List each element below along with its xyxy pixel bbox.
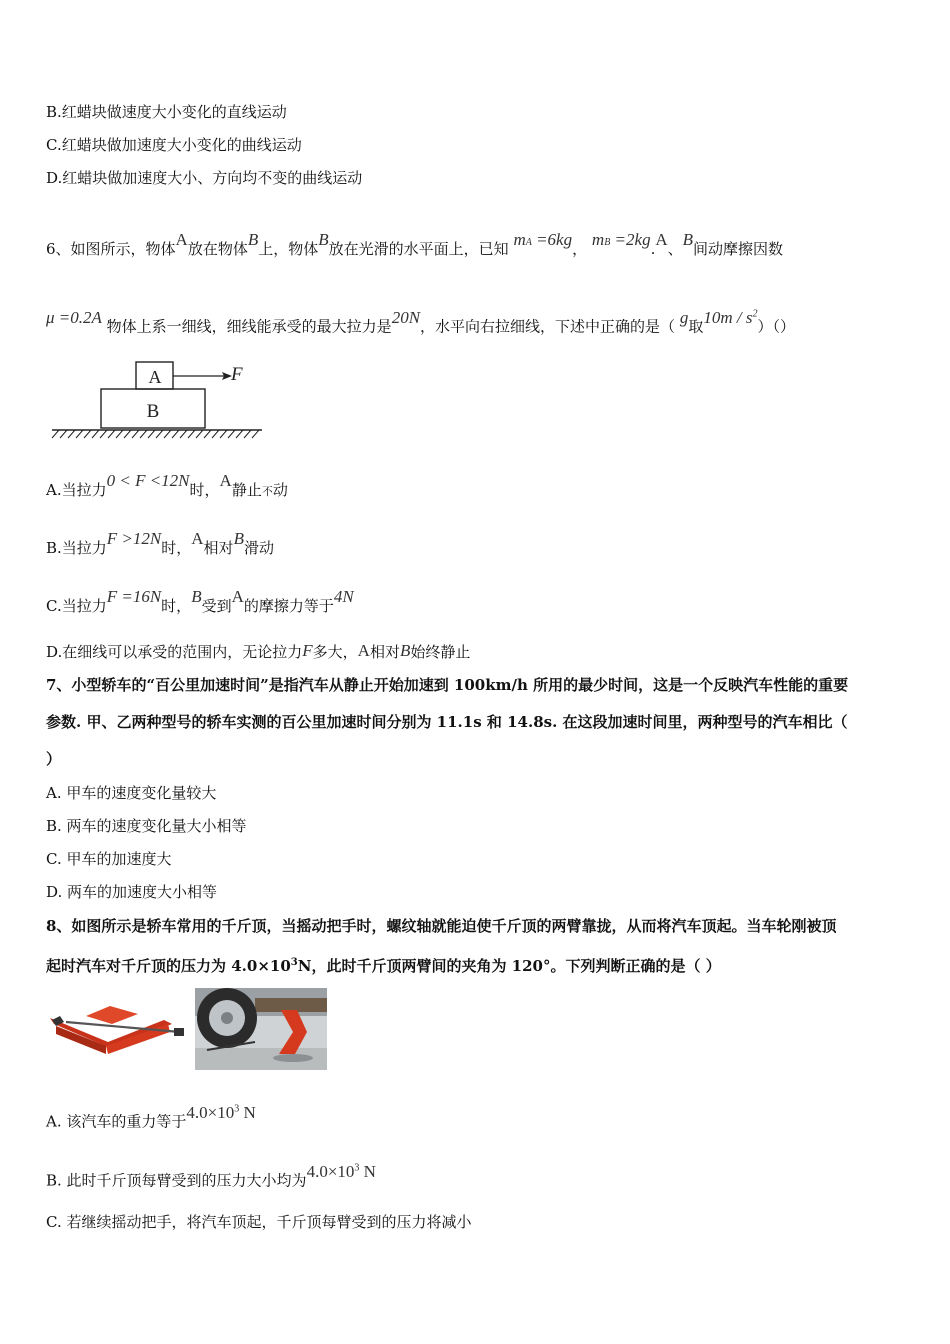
option-text: D.在细线可以承受的范围内，无论拉力 <box>46 643 303 661</box>
option-text: 滑动 <box>243 539 274 557</box>
max-tension: 20N <box>391 307 421 327</box>
math-b: B <box>233 529 244 548</box>
q7-stem-line1: 7、小型轿车的“百公里加速时间”是指汽车从静止开始加速到 100km/h 所用的最少时间，这是一个反映汽车性能的重要 <box>46 676 849 694</box>
q7-stem-line3: ） <box>46 750 62 768</box>
option-math: F >12N <box>106 529 162 548</box>
option-math: 4N <box>333 587 354 606</box>
q8-text: N，此时千斤顶两臂间的夹角为 120°。下列判断正确的是（ ） <box>297 957 721 975</box>
exponent: 3 <box>354 1162 360 1173</box>
gravity-value <box>703 308 757 327</box>
option-text: 时， <box>161 597 192 615</box>
value: 4.0×10 <box>186 1102 235 1122</box>
mass-b <box>592 230 651 249</box>
q6-text: ，水平向右拉细线，下述中正确的是（ <box>420 317 676 336</box>
q7-stem-line2: 参数. 甲、乙两种型号的轿车实测的百公里加速时间分别为 11.1s 和 14.8s. 在这段加速时间里，两种型号的汽车相比（ <box>46 713 848 731</box>
math-a: A <box>219 471 232 490</box>
q6-option-a <box>46 471 288 502</box>
option-text: A. 该汽车的重力等于 <box>46 1112 187 1131</box>
option-text: 的摩擦力等于 <box>243 597 334 615</box>
q6-option-b <box>46 529 274 558</box>
q6-text: 取 <box>688 317 704 336</box>
unit: N <box>359 1161 376 1181</box>
mass-subscript: B <box>604 237 611 248</box>
q6-option-d <box>46 642 470 662</box>
exponent: 3 <box>234 1103 240 1114</box>
exponent: 2 <box>752 308 758 319</box>
option-math: F <box>302 641 313 660</box>
value: 4.0×10 <box>306 1161 355 1181</box>
option-text: 静止 <box>231 481 262 499</box>
option-text: 相对 <box>369 643 400 661</box>
exponent: 3 <box>290 957 298 968</box>
option-text: 受到 <box>201 597 232 615</box>
q7-option-b: B. 两车的速度变化量大小相等 <box>46 817 247 835</box>
blocks-diagram <box>48 358 268 440</box>
block-b-label: B <box>146 401 160 422</box>
option-text: A.当拉力 <box>46 481 107 499</box>
unit: N <box>239 1102 256 1122</box>
option-math <box>186 1103 255 1122</box>
math-a: A <box>655 230 668 249</box>
option-text: 多大， <box>312 643 358 661</box>
math-a: A <box>191 529 204 548</box>
option-text: 相对 <box>203 539 234 557</box>
q6-option-c <box>46 587 354 616</box>
option-text: B.当拉力 <box>46 539 107 557</box>
mass-symbol: m <box>591 230 605 249</box>
q6-text: 物体上系一细线，细线能承受的最大拉力是 <box>106 317 392 336</box>
mass-a <box>513 230 572 249</box>
force-label: F <box>231 364 243 385</box>
option-text: 时， <box>161 539 192 557</box>
q6-text: 放在物体 <box>187 240 248 258</box>
q6-text: ， <box>572 240 588 258</box>
car-jack-photo <box>46 1000 186 1058</box>
q6-text: 、 <box>667 240 683 258</box>
math-b: B <box>318 230 329 249</box>
gravity-number: 10m / s <box>703 307 753 327</box>
math-b: B <box>682 230 694 249</box>
q7-option-c: C. 甲车的加速度大 <box>46 850 172 868</box>
friction-coefficient: μ =0.2A <box>46 307 102 327</box>
q6-text: 上，物体 <box>258 240 319 258</box>
option-text: B. 此时千斤顶每臂受到的压力大小均为 <box>46 1171 307 1190</box>
mass-value: =6kg <box>531 230 573 249</box>
q6-text: 间动摩擦因数 <box>693 240 784 258</box>
math-a: A <box>231 587 244 606</box>
jack-under-car-photo <box>195 988 327 1070</box>
gravity-symbol: g <box>679 307 689 327</box>
q8-stem-line1: 8、如图所示是轿车常用的千斤顶，当摇动把手时，螺纹轴就能迫使千斤顶的两臂靠拢，从而将汽车顶起。当车轮刚被顶 <box>46 917 837 935</box>
q6-text: 6、如图所示，物体 <box>46 240 176 258</box>
mass-value: =2kg <box>610 230 651 249</box>
option-math <box>307 1162 376 1181</box>
q5-option-c: C.红蜡块做加速度大小变化的曲线运动 <box>46 136 302 154</box>
option-text: 时， <box>189 481 220 499</box>
option-math: 0 < F <12N <box>106 471 190 490</box>
block-a-label: A <box>148 367 162 387</box>
q8-option-b <box>46 1161 376 1191</box>
q8-text: 起时汽车对千斤顶的压力为 4.0×10 <box>46 957 291 975</box>
q6-text: . <box>650 240 656 258</box>
math-b: B <box>399 641 411 660</box>
q8-option-c: C. 若继续摇动把手，将汽车顶起，千斤顶每臂受到的压力将减小 <box>46 1213 472 1231</box>
mass-subscript: A <box>525 237 532 248</box>
q6-stem-line1 <box>46 230 784 262</box>
q6-text: ）（） <box>757 317 795 336</box>
option-text-small: 不 <box>261 485 273 498</box>
q7-option-a: A. 甲车的速度变化量较大 <box>46 784 217 802</box>
option-math: F =16N <box>106 587 162 606</box>
q8-option-a <box>46 1102 256 1132</box>
math-a: A <box>357 641 370 660</box>
math-a: A <box>175 230 188 249</box>
q8-stem-line2 <box>46 953 721 976</box>
option-text: C.当拉力 <box>46 597 107 615</box>
q7-option-d: D. 两车的加速度大小相等 <box>46 883 218 901</box>
math-b: B <box>247 230 259 249</box>
math-b: B <box>191 587 202 606</box>
option-text: 始终静止 <box>410 643 471 661</box>
q6-stem-line2 <box>46 307 795 337</box>
mass-symbol: m <box>513 230 526 249</box>
q5-option-d: D.红蜡块做加速度大小、方向均不变的曲线运动 <box>46 169 363 187</box>
q5-option-b: B.红蜡块做速度大小变化的直线运动 <box>46 103 287 121</box>
ground-hatching <box>52 430 259 438</box>
q6-text: 放在光滑的水平面上，已知 <box>328 240 509 258</box>
option-text: 动 <box>272 481 288 499</box>
